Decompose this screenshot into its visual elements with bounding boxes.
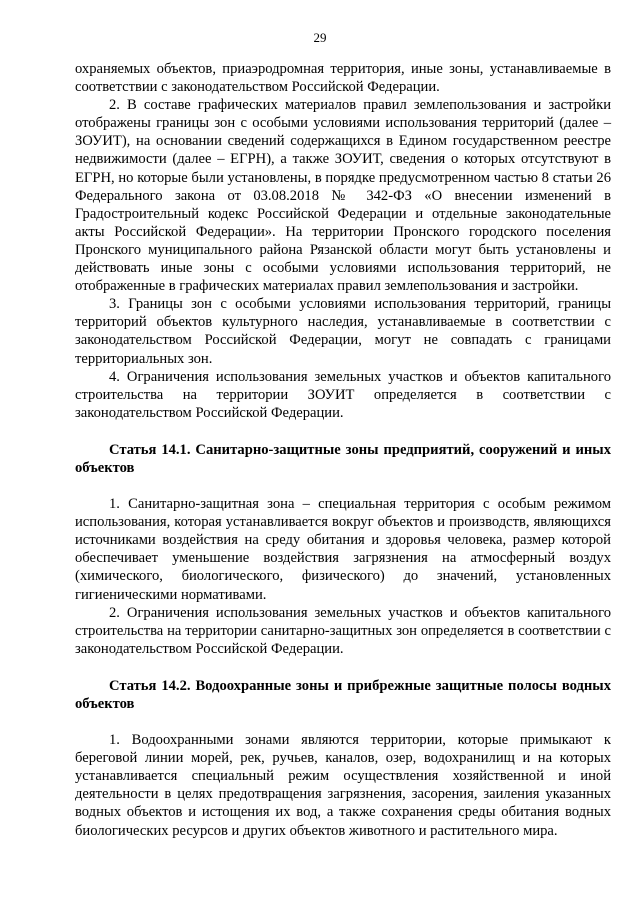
spacer [75, 422, 611, 441]
article-14-1-paragraph-1: 1. Санитарно-защитная зона – специальная территория с особым режимом использования, которая устанавливается вокруг объектов и производств, являющихся источниками воздействия на среду обитания и здоровья человека, размер которой обеспечивает уменьшение воздействия загрязнения на атмосферный воздух (химического, биологического, физического) до значений, установленных гигиеническими нормативами. [75, 496, 611, 603]
article-14-2-heading: Статья 14.2. Водоохранные зоны и прибрежные защитные полосы водных объектов [75, 677, 611, 712]
spacer [75, 477, 611, 495]
paragraph-2: 2. В составе графических материалов правил землепользования и застройки отображены границы зон с особыми условиями использования территорий (далее – ЗОУИТ), на основании сведений содержащихся в Едином государственном реестре недвижимости (далее – ЕГРН), а также ЗОУИТ, сведения о которых отсутствуют в ЕГРН, но которые были установлены, в порядке предусмотренном частью 8 статьи 26 Федерального закона от 03.08.2018 № 342-ФЗ «О внесении изменений в Градостроительный кодекс Российской Федерации и отдельные законодательные акты Российской Федерации». На территории Пронского городского поселения Пронского муниципального района Рязанской области могут быть установлены и действовать иные зоны с особыми условиями использования территорий, не отображенные в графических материалах правил землепользования и застройки. [75, 97, 611, 295]
paragraph-3: 3. Границы зон с особыми условиями использования территорий, границы территорий объектов культурного наследия, устанавливаемые в соответствии с законодательством Российской Федерации, могут не совпадать с границами территориальных зон. [75, 296, 611, 367]
page-number: 29 [313, 30, 327, 45]
spacer [75, 713, 611, 731]
article-14-1-paragraph-2: 2. Ограничения использования земельных участков и объектов капитального строительства на территории санитарно-защитных зон определяется в соответствии с законодательством Российской Федерации. [75, 604, 611, 657]
document-body [75, 60, 611, 840]
article-14-1-heading: Статья 14.1. Санитарно-защитные зоны предприятий, сооружений и иных объектов [75, 441, 611, 476]
article-14-2-paragraph-1: 1. Водоохранными зонами являются территории, которые примыкают к береговой линии морей, рек, ручьев, каналов, озер, водохранилищ и на которых устанавливается специальный режим осуществления хозяйственной и иной деятельности в целях предотвращения загрязнения, засорения, заиления указанных водных объектов и истощения их вод, а также сохранения среды обитания водных биологических ресурсов и других объектов животного и растительного мира. [75, 732, 611, 839]
spacer [75, 658, 611, 677]
paragraph-4: 4. Ограничения использования земельных участков и объектов капитального строительства на территории ЗОУИТ определяется в соответствии с законодательством Российской Федерации. [75, 368, 611, 421]
paragraph-continuation: охраняемых объектов, приаэродромная территория, иные зоны, устанавливаемые в соответствии с законодательством Российской Федерации. [75, 61, 611, 96]
